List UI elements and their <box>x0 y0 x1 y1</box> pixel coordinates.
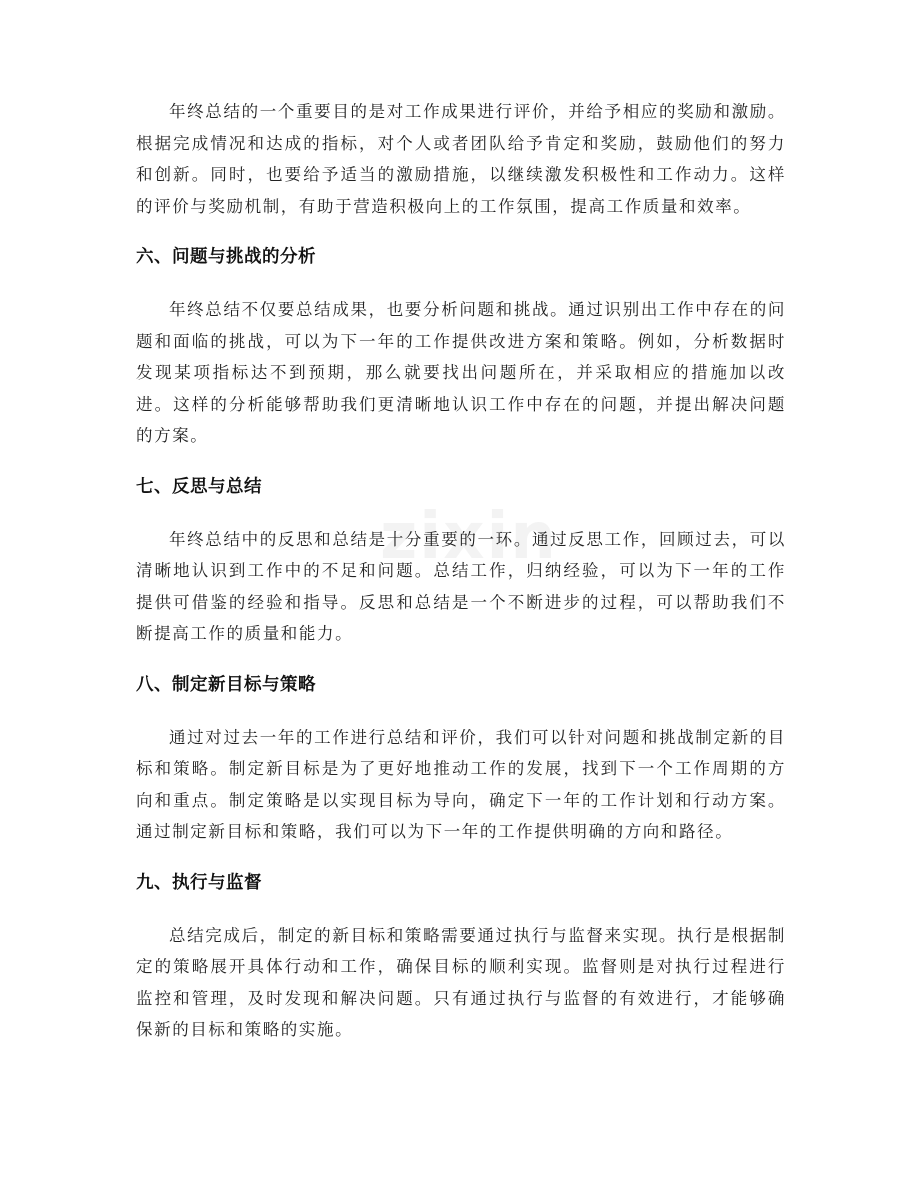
paragraph-intro: 年终总结的一个重要目的是对工作成果进行评价，并给予相应的奖励和激励。根据完成情况和达成的指标，对个人或者团队给予肯定和奖励，鼓励他们的努力和创新。同时，也要给予适当的激励措施，以继续激发积极性和工作动力。这样的评价与奖励机制，有助于营造积极向上的工作氛围，提高工作质量和效率。 <box>136 102 786 216</box>
paragraph-section-6: 年终总结不仅要总结成果，也要分析问题和挑战。通过识别出工作中存在的问题和面临的挑战，可以为下一年的工作提供改进方案和策略。例如，分析数据时发现某项指标达不到预期，那么就要找出问题所在，并采取相应的措施加以改进。这样的分析能够帮助我们更清晰地认识工作中存在的问题，并提出解决问题的方案。 <box>136 300 786 445</box>
watermark: zixin <box>380 500 558 574</box>
paragraph-section-7: 年终总结中的反思和总结是十分重要的一环。通过反思工作，回顾过去，可以清晰地认识到工作中的不足和问题。总结工作，归纳经验，可以为下一年的工作提供可借鉴的经验和指导。反思和总结是一个不断进步的过程，可以帮助我们不断提高工作的质量和能力。 <box>136 529 786 643</box>
paragraph-section-8: 通过对过去一年的工作进行总结和评价，我们可以针对问题和挑战制定新的目标和策略。制定新目标是为了更好地推动工作的发展，找到下一个工作周期的方向和重点。制定策略是以实现目标为导向，确定下一年的工作计划和行动方案。通过制定新目标和策略，我们可以为下一年的工作提供明确的方向和路径。 <box>136 727 786 841</box>
heading-section-6: 六、问题与挑战的分析 <box>136 247 316 267</box>
document-page <box>136 96 786 1066</box>
heading-section-7: 七、反思与总结 <box>136 476 262 497</box>
heading-section-8: 八、制定新目标与策略 <box>136 674 316 695</box>
paragraph-section-9: 总结完成后，制定的新目标和策略需要通过执行与监督来实现。执行是根据制定的策略展开具体行动和工作，确保目标的顺利实现。监督则是对执行过程进行监控和管理，及时发现和解决问题。只有通过执行与监督的有效进行，才能够确保新的目标和策略的实施。 <box>136 925 786 1039</box>
heading-section-9: 九、执行与监督 <box>136 872 262 893</box>
